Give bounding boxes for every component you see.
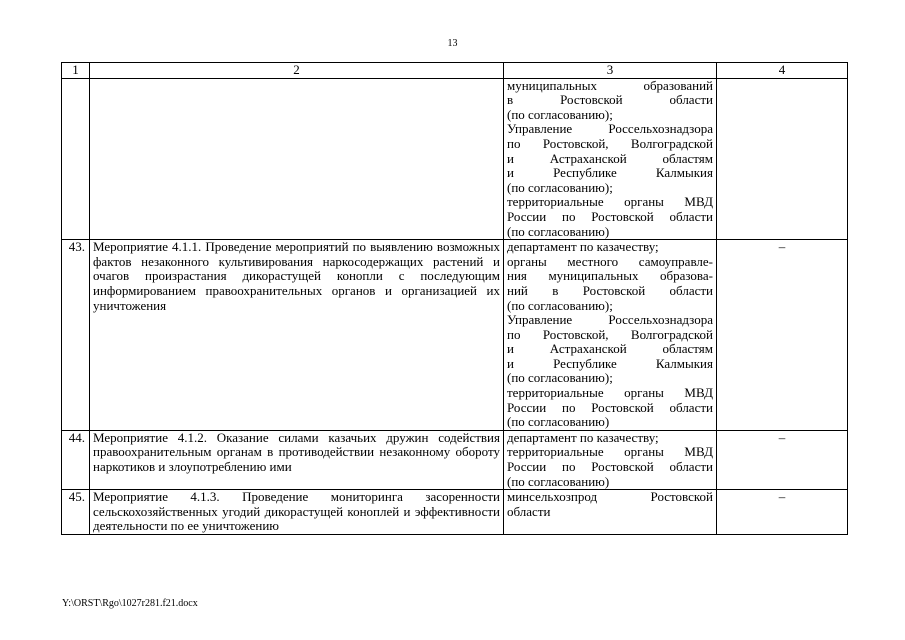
- executor-line: России по Ростовской области: [507, 459, 713, 475]
- deadline-cell: [717, 78, 848, 240]
- activity-cell: [90, 78, 504, 240]
- table-row: [62, 78, 848, 240]
- table-row: [62, 490, 848, 535]
- activity-cell: Мероприятие 4.1.1. Проведение мероприятий по выявлению возможных фактов незаконного культивирования наркосодержащих растений и очагов произрастания дикорастущей конопли с последующим информированием правоохранительных органов и организацией их уничтожения: [90, 240, 504, 431]
- executor-line: ния муниципальных образова-: [507, 268, 713, 284]
- executor-line: в Ростовской области: [507, 92, 713, 108]
- table-header-row: [62, 63, 848, 79]
- table-row: [62, 240, 848, 431]
- row-number: 45.: [62, 490, 90, 535]
- executor-line: (по согласованию);: [507, 297, 613, 313]
- activity-cell: Мероприятие 4.1.3. Проведение мониторинга засоренности сельскохозяйственных угодий дикорастущей коноплей и эффективности деятельности по ее уничтожению: [90, 490, 504, 535]
- row-number: [62, 78, 90, 240]
- header-cell-1: 1: [62, 63, 90, 79]
- executor-line: (по согласованию): [507, 473, 610, 489]
- executor-line: по Ростовской, Волгоградской: [507, 326, 713, 342]
- executor-line: (по согласованию);: [507, 370, 613, 386]
- executor-line: Управление Россельхознадзора: [507, 121, 713, 137]
- executor-line: территориальные органы МВД: [507, 385, 713, 401]
- table-row: [62, 430, 848, 489]
- executor-line: территориальные органы МВД: [507, 194, 713, 210]
- executor-line: и Астраханской областям: [507, 150, 713, 166]
- executor-line: департамент по казачеству;: [507, 239, 659, 255]
- header-cell-4: 4: [717, 63, 848, 79]
- executor-line: области: [507, 503, 551, 519]
- file-path-footer: Y:\ORST\Rgo\1027r281.f21.docx: [62, 598, 198, 609]
- executor-line: (по согласованию): [507, 414, 610, 430]
- executor-line: органы местного самоуправле-: [507, 253, 713, 269]
- executors-cell: [504, 430, 717, 489]
- executor-line: по Ростовской, Волгоградской: [507, 135, 713, 151]
- executor-line: минсельхозпрод Ростовской: [507, 489, 713, 505]
- deadline-cell: –: [717, 490, 848, 535]
- deadline-cell: –: [717, 430, 848, 489]
- header-cell-2: 2: [90, 63, 504, 79]
- executor-line: (по согласованию);: [507, 106, 613, 122]
- deadline-cell: –: [717, 240, 848, 431]
- executors-cell: [504, 78, 717, 240]
- executor-line: России по Ростовской области: [507, 399, 713, 415]
- page-number: 13: [447, 38, 458, 49]
- row-number: 44.: [62, 430, 90, 489]
- executor-line: ний в Ростовской области: [507, 282, 713, 298]
- executor-line: территориальные органы МВД: [507, 444, 713, 460]
- header-cell-3: 3: [504, 63, 717, 79]
- measures-table: [61, 62, 848, 535]
- executor-line: муниципальных образований: [507, 77, 713, 93]
- executors-cell: [504, 490, 717, 535]
- executor-line: (по согласованию): [507, 223, 610, 239]
- activity-cell: Мероприятие 4.1.2. Оказание силами казачьих дружин содействия правоохранительным органам в противодействии незаконному обороту наркотиков и злоупотреблению ими: [90, 430, 504, 489]
- executor-line: департамент по казачеству;: [507, 429, 659, 445]
- executor-line: и Астраханской областям: [507, 341, 713, 357]
- executor-line: и Республике Калмыкия: [507, 165, 713, 181]
- row-number: 43.: [62, 240, 90, 431]
- executors-cell: [504, 240, 717, 431]
- executor-line: и Республике Калмыкия: [507, 355, 713, 371]
- executor-line: Управление Россельхознадзора: [507, 312, 713, 328]
- executor-line: (по согласованию);: [507, 179, 613, 195]
- executor-line: России по Ростовской области: [507, 208, 713, 224]
